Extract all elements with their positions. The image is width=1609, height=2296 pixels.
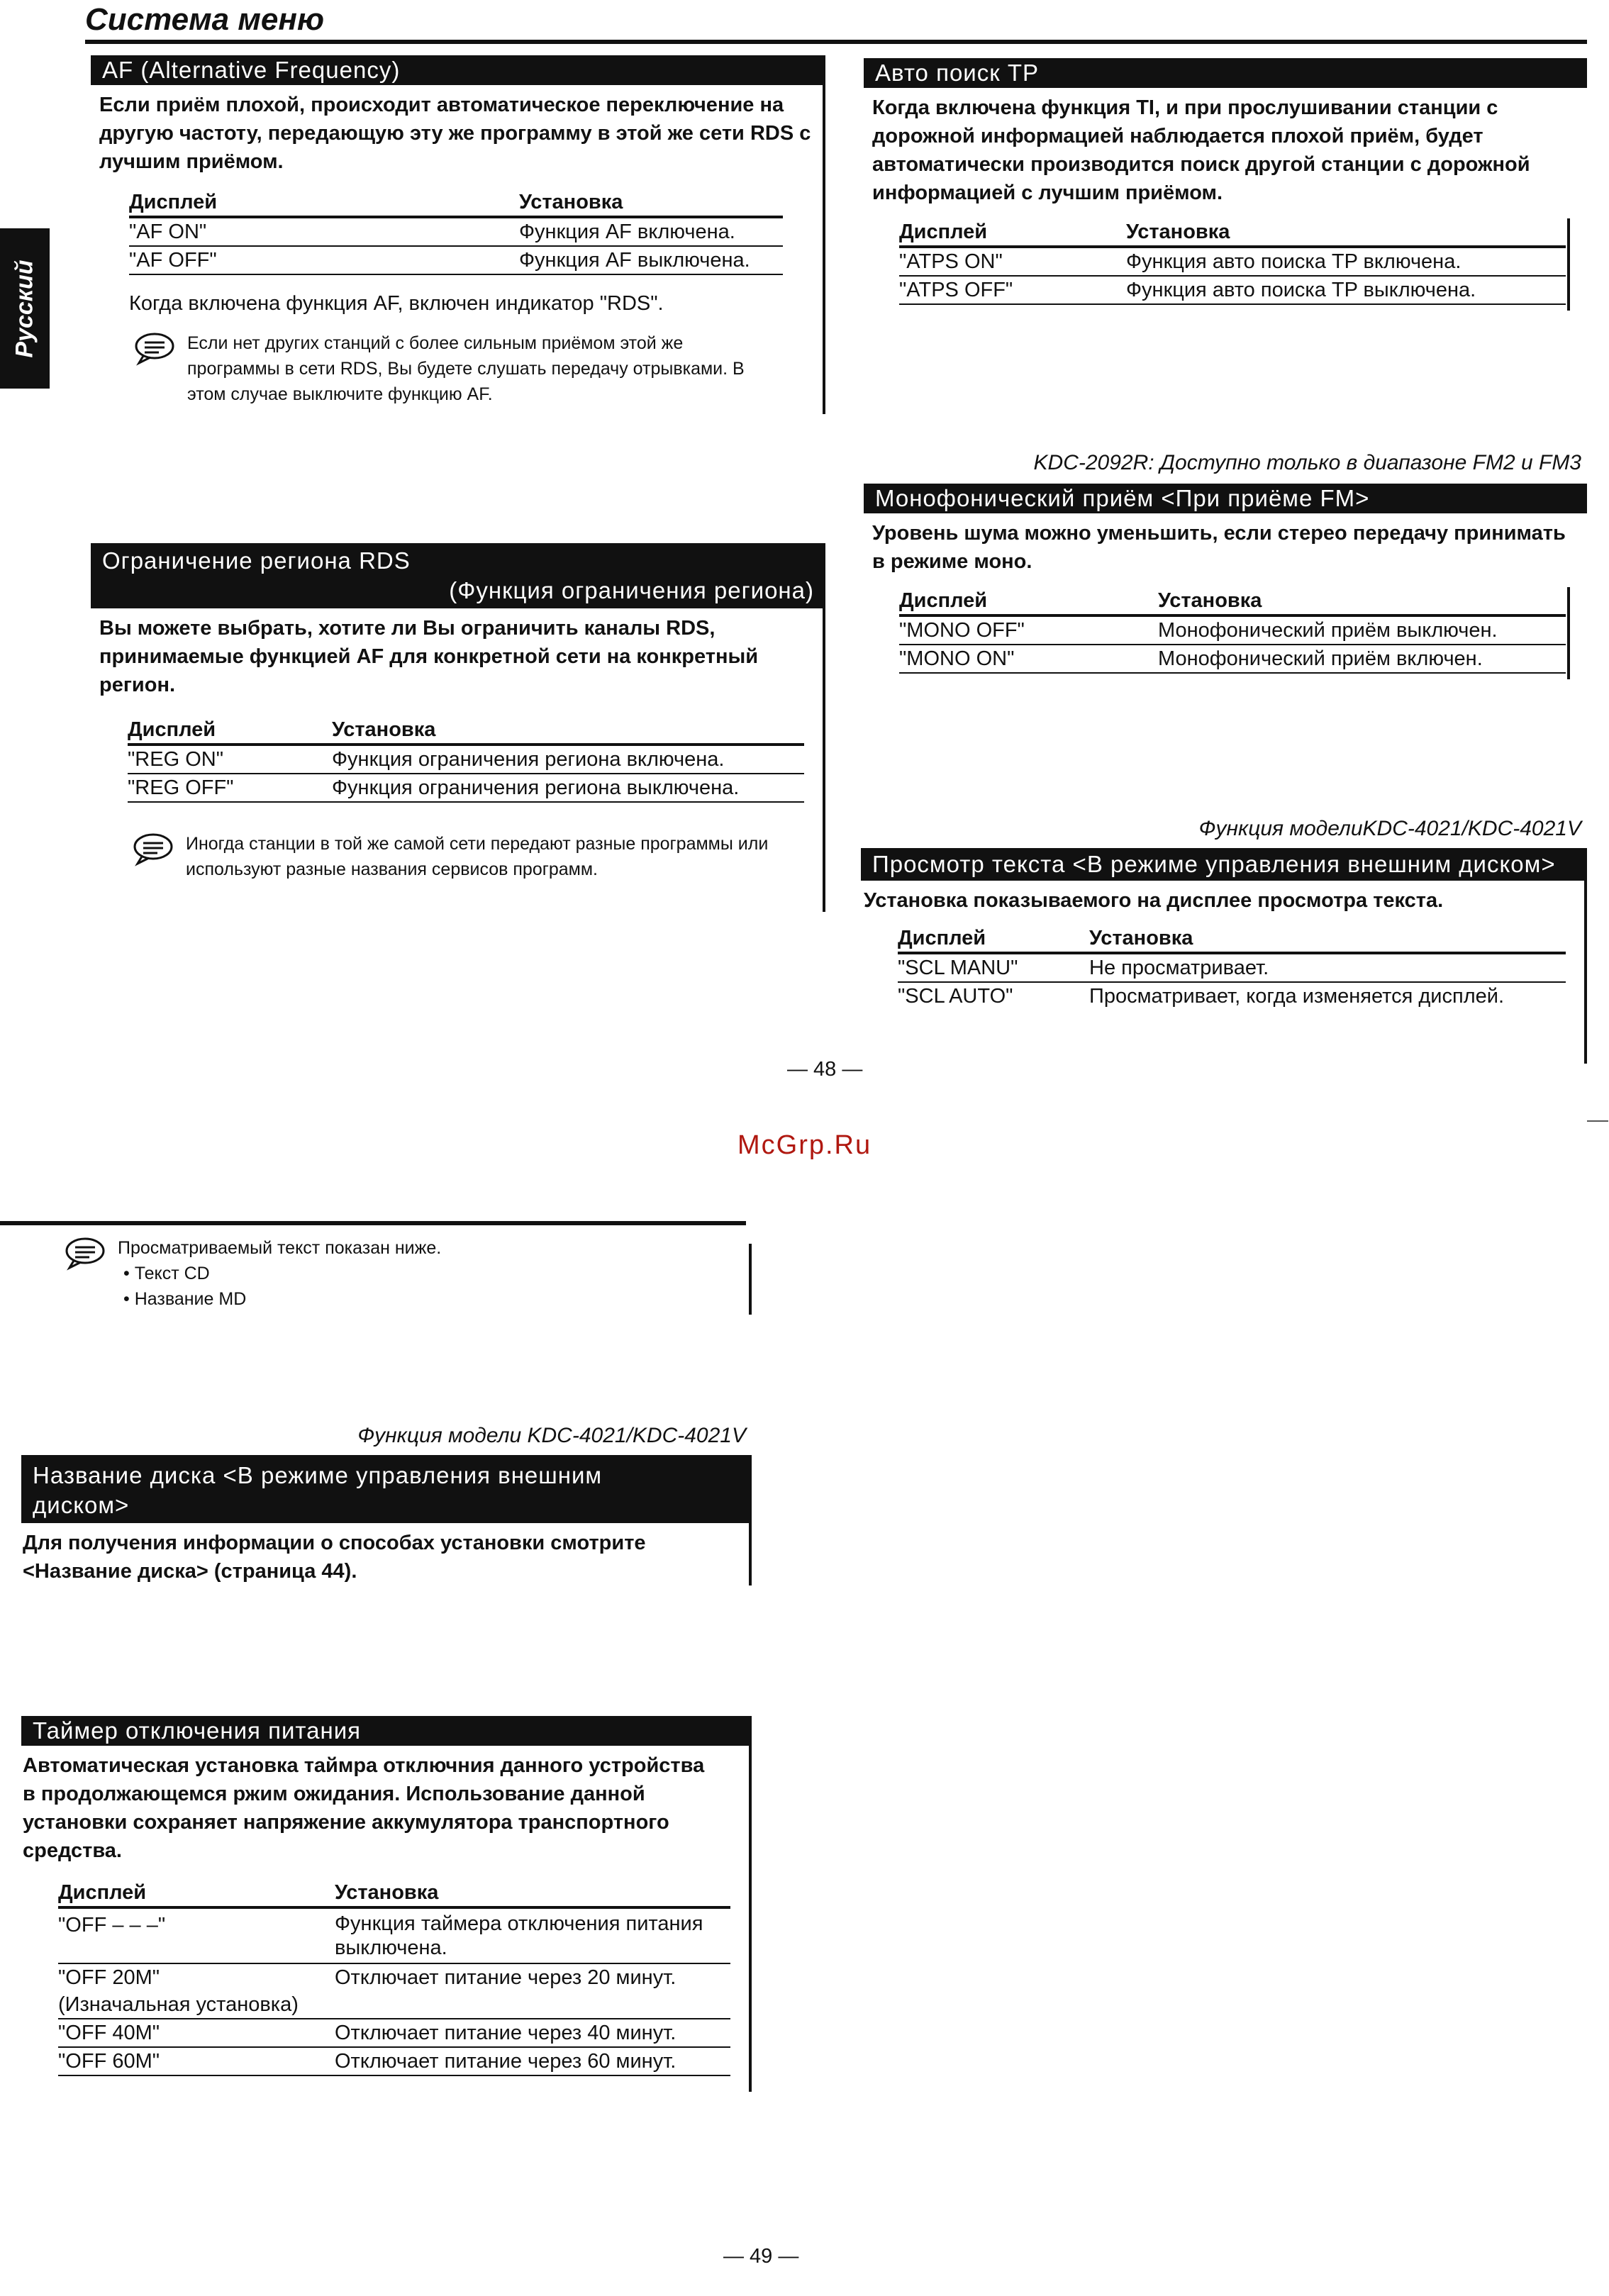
timer-row-display: "OFF 20M" (58, 1966, 160, 1989)
timer-row-setting: Отключает питание через 20 минут. (335, 1966, 677, 1989)
mono-col-display: Дисплей (899, 589, 988, 612)
table-row (58, 1909, 730, 1964)
table-row (899, 248, 1566, 277)
section-af-intro: Если приём плохой, происходит автоматическое переключение на другую частоту, передающую эту же программу в этой же сети RDS с лучшим приёмом. (99, 94, 811, 173)
section-reg-heading (91, 543, 825, 608)
scroll-row-display: "SCL MANU" (898, 957, 1018, 979)
timer-row-setting: Отключает питание через 60 минут. (335, 2050, 677, 2073)
scroll-note-text: Просматриваемый текст показан ниже. (118, 1238, 442, 1258)
table-row (128, 774, 804, 803)
language-tab (0, 228, 50, 389)
af-row-setting: Функция AF включена. (519, 221, 735, 243)
af-row-setting: Функция AF выключена. (519, 249, 750, 272)
mono-row-setting: Монофонический приём выключен. (1158, 619, 1498, 642)
mono-table (899, 587, 1566, 674)
page-edge-mark (1587, 1120, 1608, 1122)
note-icon (64, 1235, 108, 1271)
reg-row-display: "REG OFF" (128, 776, 234, 799)
mono-row-display: "MONO OFF" (899, 619, 1025, 642)
reg-note-text: Иногда станции в той же самой сети передают разные программы или используют разные названия сервисов программ. (186, 834, 769, 879)
page-number-49: — 49 — (723, 2245, 799, 2268)
section-timer-rule (749, 1716, 752, 2092)
section-reg-heading-line1: Ограничение региона RDS (102, 547, 411, 574)
table-row (129, 218, 783, 247)
section-scroll-intro: Установка показываемого на дисплее просмотра текста. (864, 889, 1444, 912)
mono-model-note: KDC-2092R: Доступно только в диапазоне FM2 и FM3 (1033, 451, 1581, 474)
section-scroll-heading: Просмотр текста <В режиме управления внешним диском> (861, 848, 1587, 881)
section-reg-rule (823, 543, 825, 912)
scroll-row-setting: Не просматривает. (1089, 957, 1269, 979)
language-tab-label: Русский (11, 259, 38, 358)
af-table (129, 189, 783, 275)
scroll-row-setting: Просматривает, когда изменяется дисплей. (1089, 985, 1505, 1008)
header-rule (85, 40, 1587, 44)
atp-table-header (899, 218, 1566, 248)
scroll-note (64, 1235, 752, 1312)
note-icon (132, 831, 176, 866)
scroll-model-note: Функция моделиKDC-4021/KDC-4021V (1198, 817, 1581, 840)
page-number-48: — 48 — (787, 1058, 863, 1081)
timer-row-setting: Отключает питание через 40 минут. (335, 2022, 677, 2044)
atp-row-display: "ATPS ON" (899, 250, 1003, 273)
timer-row-display: "OFF 60M" (58, 2050, 160, 2073)
timer-row-setting: Функция таймера отключения питания выключена. (335, 1912, 703, 1959)
reg-row-display: "REG ON" (128, 748, 223, 771)
mono-row-setting: Монофонический приём включен. (1158, 647, 1483, 670)
section-mono-intro: Уровень шума можно уменьшить, если стерео передачу принимать в режиме моно. (872, 522, 1566, 573)
section-reg-intro: Вы можете выбрать, хотите ли Вы ограничить каналы RDS, принимаемые функцией AF для конкретной сети на конкретный регион. (99, 617, 759, 696)
timer-table (58, 1879, 730, 2076)
af-row-display: "AF OFF" (129, 249, 217, 272)
table-row (129, 247, 783, 275)
page-title: Система меню (85, 2, 325, 37)
table-row (898, 983, 1566, 1010)
af-col-setting: Установка (519, 191, 623, 213)
watermark: McGrp.Ru (737, 1130, 872, 1160)
scroll-col-display: Дисплей (898, 927, 986, 949)
section-timer (21, 1716, 752, 2092)
atp-row-display: "ATPS OFF" (899, 279, 1013, 301)
scroll-note-rule (749, 1244, 752, 1315)
reg-table (128, 716, 804, 803)
mono-col-setting: Установка (1158, 589, 1262, 612)
reg-note (132, 831, 783, 882)
atp-table-rule (1567, 218, 1570, 311)
section-disc-intro: Для получения информации о способах установки смотрите <Название диска> (страница 44). (23, 1532, 646, 1583)
reg-col-display: Дисплей (128, 718, 216, 741)
section-mono-heading: Монофонический приём <При приёме FM> (864, 484, 1587, 513)
reg-table-header (128, 716, 804, 746)
page49-top-rule (0, 1221, 746, 1225)
scroll-note-block (64, 1235, 752, 1315)
disc-model-note: Функция модели KDC-4021/KDC-4021V (357, 1424, 746, 1447)
scroll-table-header (898, 925, 1566, 954)
mono-table-header (899, 587, 1566, 617)
af-note-text: Если нет других станций с более сильным приёмом этой же программы в сети RDS, Вы будете слушать передачу отрывками. В этом случае выключите функцию AF. (187, 333, 745, 404)
table-row (898, 954, 1566, 983)
section-atp (864, 58, 1587, 321)
timer-table-header (58, 1879, 730, 1909)
section-atp-heading: Авто поиск TP (864, 58, 1587, 88)
section-af-heading: AF (Alternative Frequency) (91, 55, 825, 85)
section-scroll-rule (1584, 848, 1587, 1064)
mono-table-rule (1567, 587, 1570, 679)
reg-col-setting: Установка (332, 718, 436, 741)
table-row (58, 2019, 730, 2048)
reg-row-setting: Функция ограничения региона выключена. (332, 776, 740, 799)
scroll-col-setting: Установка (1089, 927, 1193, 949)
timer-col-display: Дисплей (58, 1881, 147, 1904)
table-row (58, 2048, 730, 2076)
section-reg-heading-line2: (Функция ограничения региона) (449, 577, 814, 603)
table-row (128, 746, 804, 774)
section-disc (21, 1455, 752, 1586)
section-disc-rule (749, 1455, 752, 1586)
scroll-row-display: "SCL AUTO" (898, 985, 1013, 1008)
section-mono (864, 484, 1587, 689)
atp-row-setting: Функция авто поиска TP включена. (1126, 250, 1462, 273)
timer-row-display-note: (Изначальная установка) (58, 1993, 299, 2016)
note-icon (133, 330, 177, 366)
atp-col-display: Дисплей (899, 221, 988, 243)
af-col-display: Дисплей (129, 191, 218, 213)
section-timer-heading: Таймер отключения питания (21, 1716, 752, 1746)
scroll-table (898, 925, 1566, 1010)
section-disc-heading: Название диска <В режиме управления внешним диском> (21, 1455, 752, 1523)
list-item: • Название MD (123, 1289, 247, 1309)
table-row (899, 617, 1566, 645)
scroll-note-content (108, 1235, 441, 1312)
section-af-rule (823, 55, 825, 414)
af-note (133, 330, 776, 407)
af-row-display: "AF ON" (129, 221, 207, 243)
section-atp-intro: Когда включена функция TI, и при прослушивании станции с дорожной информацией наблюдается плохой приём, будет автоматически производится поиск другой станции с дорожной информацией с лучшим приёмом. (872, 96, 1530, 204)
table-row (58, 1964, 730, 2019)
atp-table (899, 218, 1566, 305)
section-timer-intro: Автоматическая установка таймра отключния данного устройства в продолжающемся ржим ожидания. Использование данной установки сохраняет напряжение аккумулятора транспортного средства. (23, 1754, 705, 1862)
af-body: Когда включена функция AF, включен индикатор "RDS". (129, 292, 664, 315)
mono-row-display: "MONO ON" (899, 647, 1015, 670)
table-row (899, 645, 1566, 674)
list-item: • Текст CD (123, 1264, 210, 1283)
atp-col-setting: Установка (1126, 221, 1230, 243)
table-row (899, 277, 1566, 305)
af-table-header (129, 189, 783, 218)
section-af (91, 55, 825, 414)
atp-row-setting: Функция авто поиска TP выключена. (1126, 279, 1476, 301)
reg-row-setting: Функция ограничения региона включена. (332, 748, 725, 771)
timer-col-setting: Установка (335, 1881, 439, 1904)
timer-row-display: "OFF 40M" (58, 2022, 160, 2044)
timer-row-display: "OFF – – –" (58, 1914, 166, 1936)
section-reg (91, 543, 825, 912)
section-scroll (861, 848, 1587, 1064)
